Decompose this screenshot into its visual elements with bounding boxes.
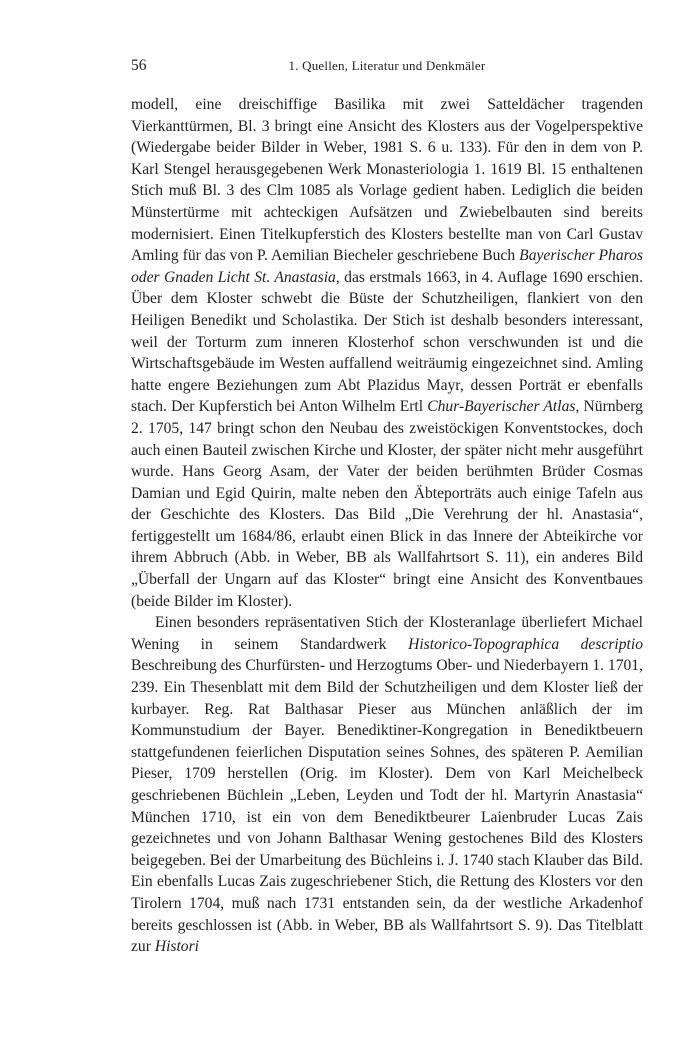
text-run: , das erstmals 1663, in 4. Auflage 1690 erschien. Über dem Kloster schwebt die Büste der Schutzheiligen, flankiert von den Heiligen Benedikt und Scholastika. Der Stich ist deshalb besonders interessant, weil der Torturm zum inneren Klosterhof schon verschwunden ist und die Wirtschaftsgebäude im Westen auffallend weiträumig eingezeichnet sind. Amling hatte engere Beziehungen zum Abt Plazidus Mayr, dessen Porträt er ebenfalls stach. Der Kupferstich bei Anton Wilhelm Ertl: [131, 268, 643, 416]
paragraph: [131, 612, 643, 958]
text-run: modell, eine dreischiffige Basilika mit zwei Satteldächer tragenden Vierkanttürmen, Bl. 3 bringt eine Ansicht des Klosters aus der Vogelperspektive (Wiedergabe beider Bilder in Weber, 1981 S. 6 u. 133). Für den in dem von P. Karl Stengel herausgegebenen Werk Monasteriologia 1. 1619 Bl. 15 enthaltenen Stich muß Bl. 3 des Clm 1085 als Vorlage gedient haben. Lediglich die beiden Münstertürme mit achteckigen Aufsätzen und Zwiebelbauten sind bereits modernisiert. Einen Titelkupferstich des Klosters bestellte man von Carl Gustav Amling für das von P. Aemilian Biecheler geschriebene Buch: [131, 96, 643, 265]
text-run: Einen besonders repräsentativen Stich der Klosteranlage überliefert Michael Wening in seinem Standardwerk: [131, 614, 643, 653]
book-title: Historico-Topographica descriptio: [408, 635, 644, 653]
book-title: Histori: [154, 938, 200, 956]
page-header: [131, 57, 643, 77]
body-text: [131, 94, 643, 958]
book-title: Chur-Bayerischer Atlas: [427, 398, 576, 416]
book-title: Bayerischer Pharos oder Gnaden Licht St. Anastasia: [131, 247, 643, 286]
text-run: Beschreibung des Churfürsten- und Herzogtums Ober- und Niederbayern 1. 1701, 239. Ein Thesenblatt mit dem Bild der Schutzheiligen und dem Kloster ließ der kurbayer. Reg. Rat Balthasar Pieser aus München anläßlich der im Kommunstudium der Bayer. Benediktiner-Kongregation in Benediktbeuern stattgefundenen feierlichen Disputation seines Sohnes, des späteren P. Aemilian Pieser, 1709 herstellen (Orig. im Kloster). Dem von Karl Meichelbeck geschriebenen Büchlein „Leben, Leyden und Todt der hl. Martyrin Anastasia“ München 1710, ist ein von dem Benediktbeurer Laienbruder Lucas Zais gezeichnetes und von Johann Balthasar Wening gestochenes Bild des Klosters beigegeben. Bei der Umarbeitung des Büchleins i. J. 1740 stach Klauber das Bild. Ein ebenfalls Lucas Zais zugeschriebener Stich, die Rettung des Klosters vor den Tirolern 1704, muß nach 1731 entstanden sein, da der westliche Arkadenhof bereits geschlossen ist (Abb. in Weber, BB als Wallfahrtsort S. 9). Das Titelblatt zur: [131, 657, 643, 956]
page-number: 56: [131, 57, 147, 74]
paragraph: [131, 94, 643, 612]
running-title: 1. Quellen, Literatur und Denkmäler: [288, 58, 486, 73]
text-run: , Nürnberg 2. 1705, 147 bringt schon den Neubau des zweistöckigen Konventstockes, doch auch einen Bauteil zwischen Kirche und Kloster, der später nicht mehr ausgeführt wurde. Hans Georg Asam, der Vater der beiden berühmten Brüder Cosmas Damian und Egid Quirin, malte neben den Äbteporträts auch einige Tafeln aus der Geschichte des Klosters. Das Bild „Die Verehrung der hl. Anastasia“, fertiggestellt um 1684/86, erlaubt einen Blick in das Innere der Abteikirche vor ihrem Abbruch (Abb. in Weber, BB als Wallfahrtsort S. 11), ein anderes Bild „Überfall der Ungarn auf das Kloster“ bringt eine Ansicht des Konventbaues (beide Bilder im Kloster).: [131, 398, 643, 610]
